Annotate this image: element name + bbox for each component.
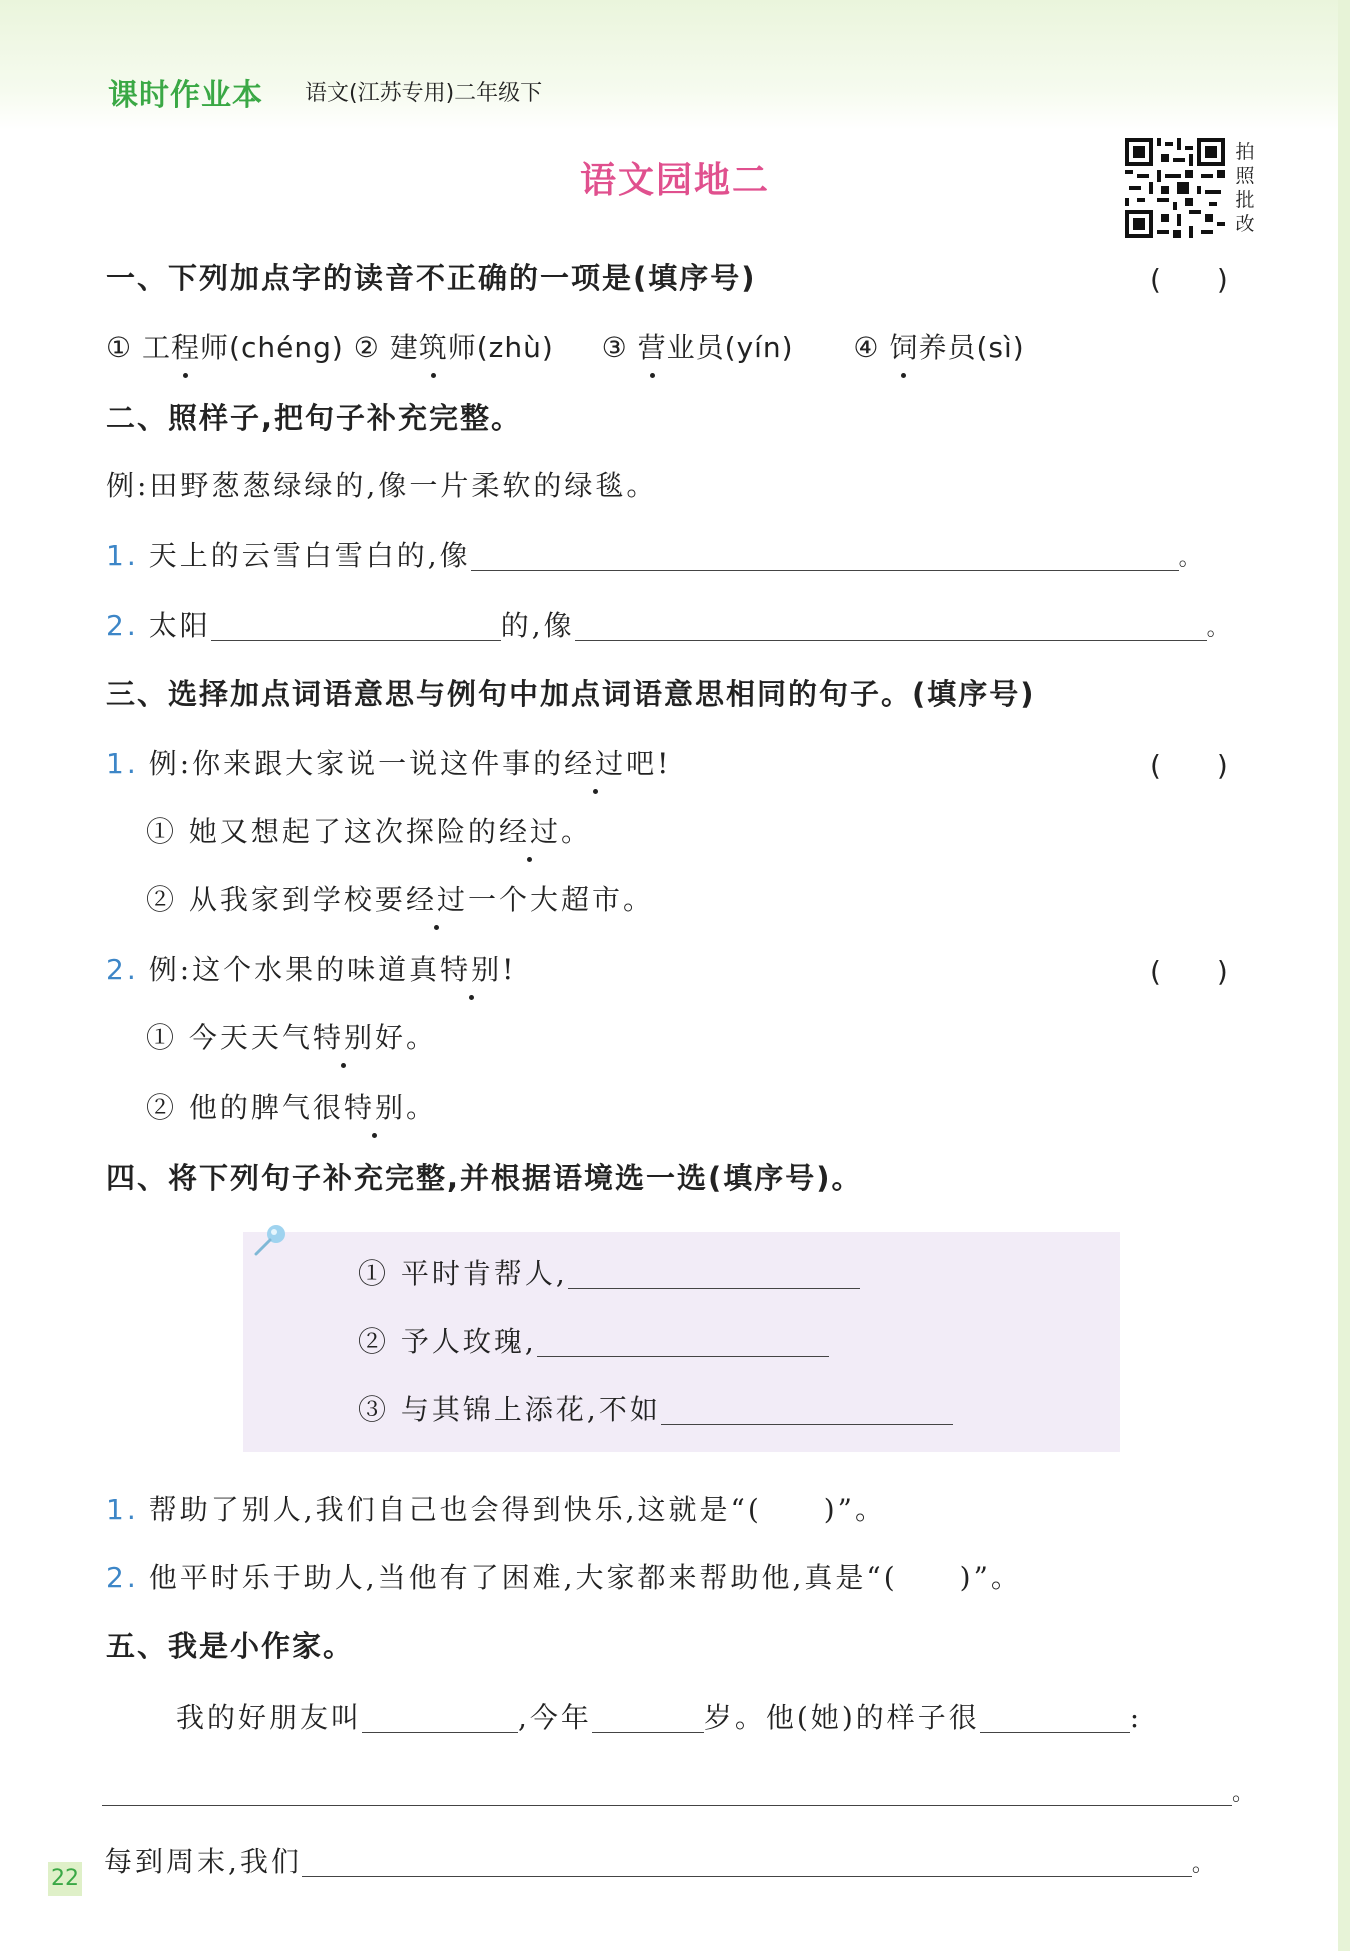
- section2-q1: 1. 天上的云雪白雪白的,像 。: [106, 539, 1204, 572]
- section4-heading: 四、将下列句子补充完整,并根据语境选一选(填序号)。: [106, 1161, 863, 1195]
- option-1[interactable]: ① 工程师(chéng): [106, 331, 344, 364]
- section3-q2-paren[interactable]: ( ): [1150, 955, 1228, 988]
- section5-heading: 五、我是小作家。: [106, 1629, 355, 1663]
- page-edge-stripe: [1338, 0, 1350, 1951]
- pushpin-icon: [250, 1222, 290, 1262]
- answer-blank[interactable]: [568, 1258, 860, 1289]
- proverb-2: ② 予人玫瑰,: [358, 1320, 829, 1360]
- section3-heading: 三、选择加点词语意思与例句中加点词语意思相同的句子。(填序号): [106, 677, 1036, 711]
- brand-logo: 课时作业本: [108, 78, 263, 113]
- section3-q1-option2[interactable]: ② 从我家到学校要经过一个大超市。: [146, 878, 654, 918]
- section3-q1: 1. 例:你来跟大家说一说这件事的经过吧!: [106, 742, 671, 782]
- qr-label: 拍照批改: [1235, 141, 1255, 235]
- option-2[interactable]: ② 建筑师(zhù): [354, 331, 554, 364]
- answer-blank[interactable]: [302, 1846, 1192, 1877]
- section3-q2: 2. 例:这个水果的味道真特别!: [106, 948, 516, 988]
- section3-q2-option1[interactable]: ① 今天天气特别好。: [146, 1016, 437, 1056]
- section3-q2-option2[interactable]: ② 他的脾气很特别。: [146, 1086, 437, 1126]
- answer-blank[interactable]: [661, 1394, 953, 1425]
- section1-options: [106, 326, 1025, 366]
- section2-q2: 2. 太阳 的,像 。: [106, 609, 1232, 642]
- section4-q2: 2. 他平时乐于助人,当他有了困难,大家都来帮助他,真是“( )”。: [106, 1561, 1022, 1594]
- section3-q1-paren[interactable]: ( ): [1150, 749, 1228, 782]
- qr-code-icon[interactable]: [1125, 138, 1225, 238]
- proverb-3: ③ 与其锦上添花,不如: [358, 1388, 953, 1428]
- answer-blank[interactable]: [980, 1702, 1130, 1733]
- section3-q1-option1[interactable]: ① 她又想起了这次探险的经过。: [146, 810, 592, 850]
- section1-answer-paren[interactable]: ( ): [1150, 263, 1228, 296]
- book-subject: 语文(江苏专用)二年级下: [305, 81, 543, 106]
- answer-blank[interactable]: [537, 1326, 829, 1357]
- answer-blank[interactable]: [575, 610, 1207, 641]
- section2-heading: 二、照样子,把句子补充完整。: [106, 401, 523, 435]
- section5-paragraph3: 每到周末,我们 。: [104, 1845, 1217, 1878]
- section4-q1: 1. 帮助了别人,我们自己也会得到快乐,这就是“( )”。: [106, 1493, 886, 1526]
- section5-line2: 。: [102, 1774, 1257, 1807]
- section1-heading: 一、下列加点字的读音不正确的一项是(填序号): [106, 261, 757, 295]
- answer-blank[interactable]: [592, 1702, 704, 1733]
- answer-blank[interactable]: [102, 1775, 1232, 1806]
- option-4[interactable]: ④ 饲养员(sì): [853, 331, 1024, 364]
- dotted-word: 经过: [564, 742, 626, 782]
- page-title: 语文园地二: [579, 160, 770, 201]
- option-3[interactable]: ③ 营业员(yín): [602, 331, 794, 364]
- answer-blank[interactable]: [471, 540, 1179, 571]
- section2-example: 例:田野葱葱绿绿的,像一片柔软的绿毯。: [106, 469, 658, 502]
- answer-blank[interactable]: [211, 610, 501, 641]
- answer-blank[interactable]: [362, 1702, 518, 1733]
- proverb-1: ① 平时肯帮人,: [358, 1252, 860, 1292]
- proverb-box: [243, 1232, 1120, 1452]
- page-number: 22: [48, 1862, 82, 1896]
- section5-paragraph1: 我的好朋友叫 ,今年 岁。他(她)的样子很 :: [176, 1701, 1143, 1734]
